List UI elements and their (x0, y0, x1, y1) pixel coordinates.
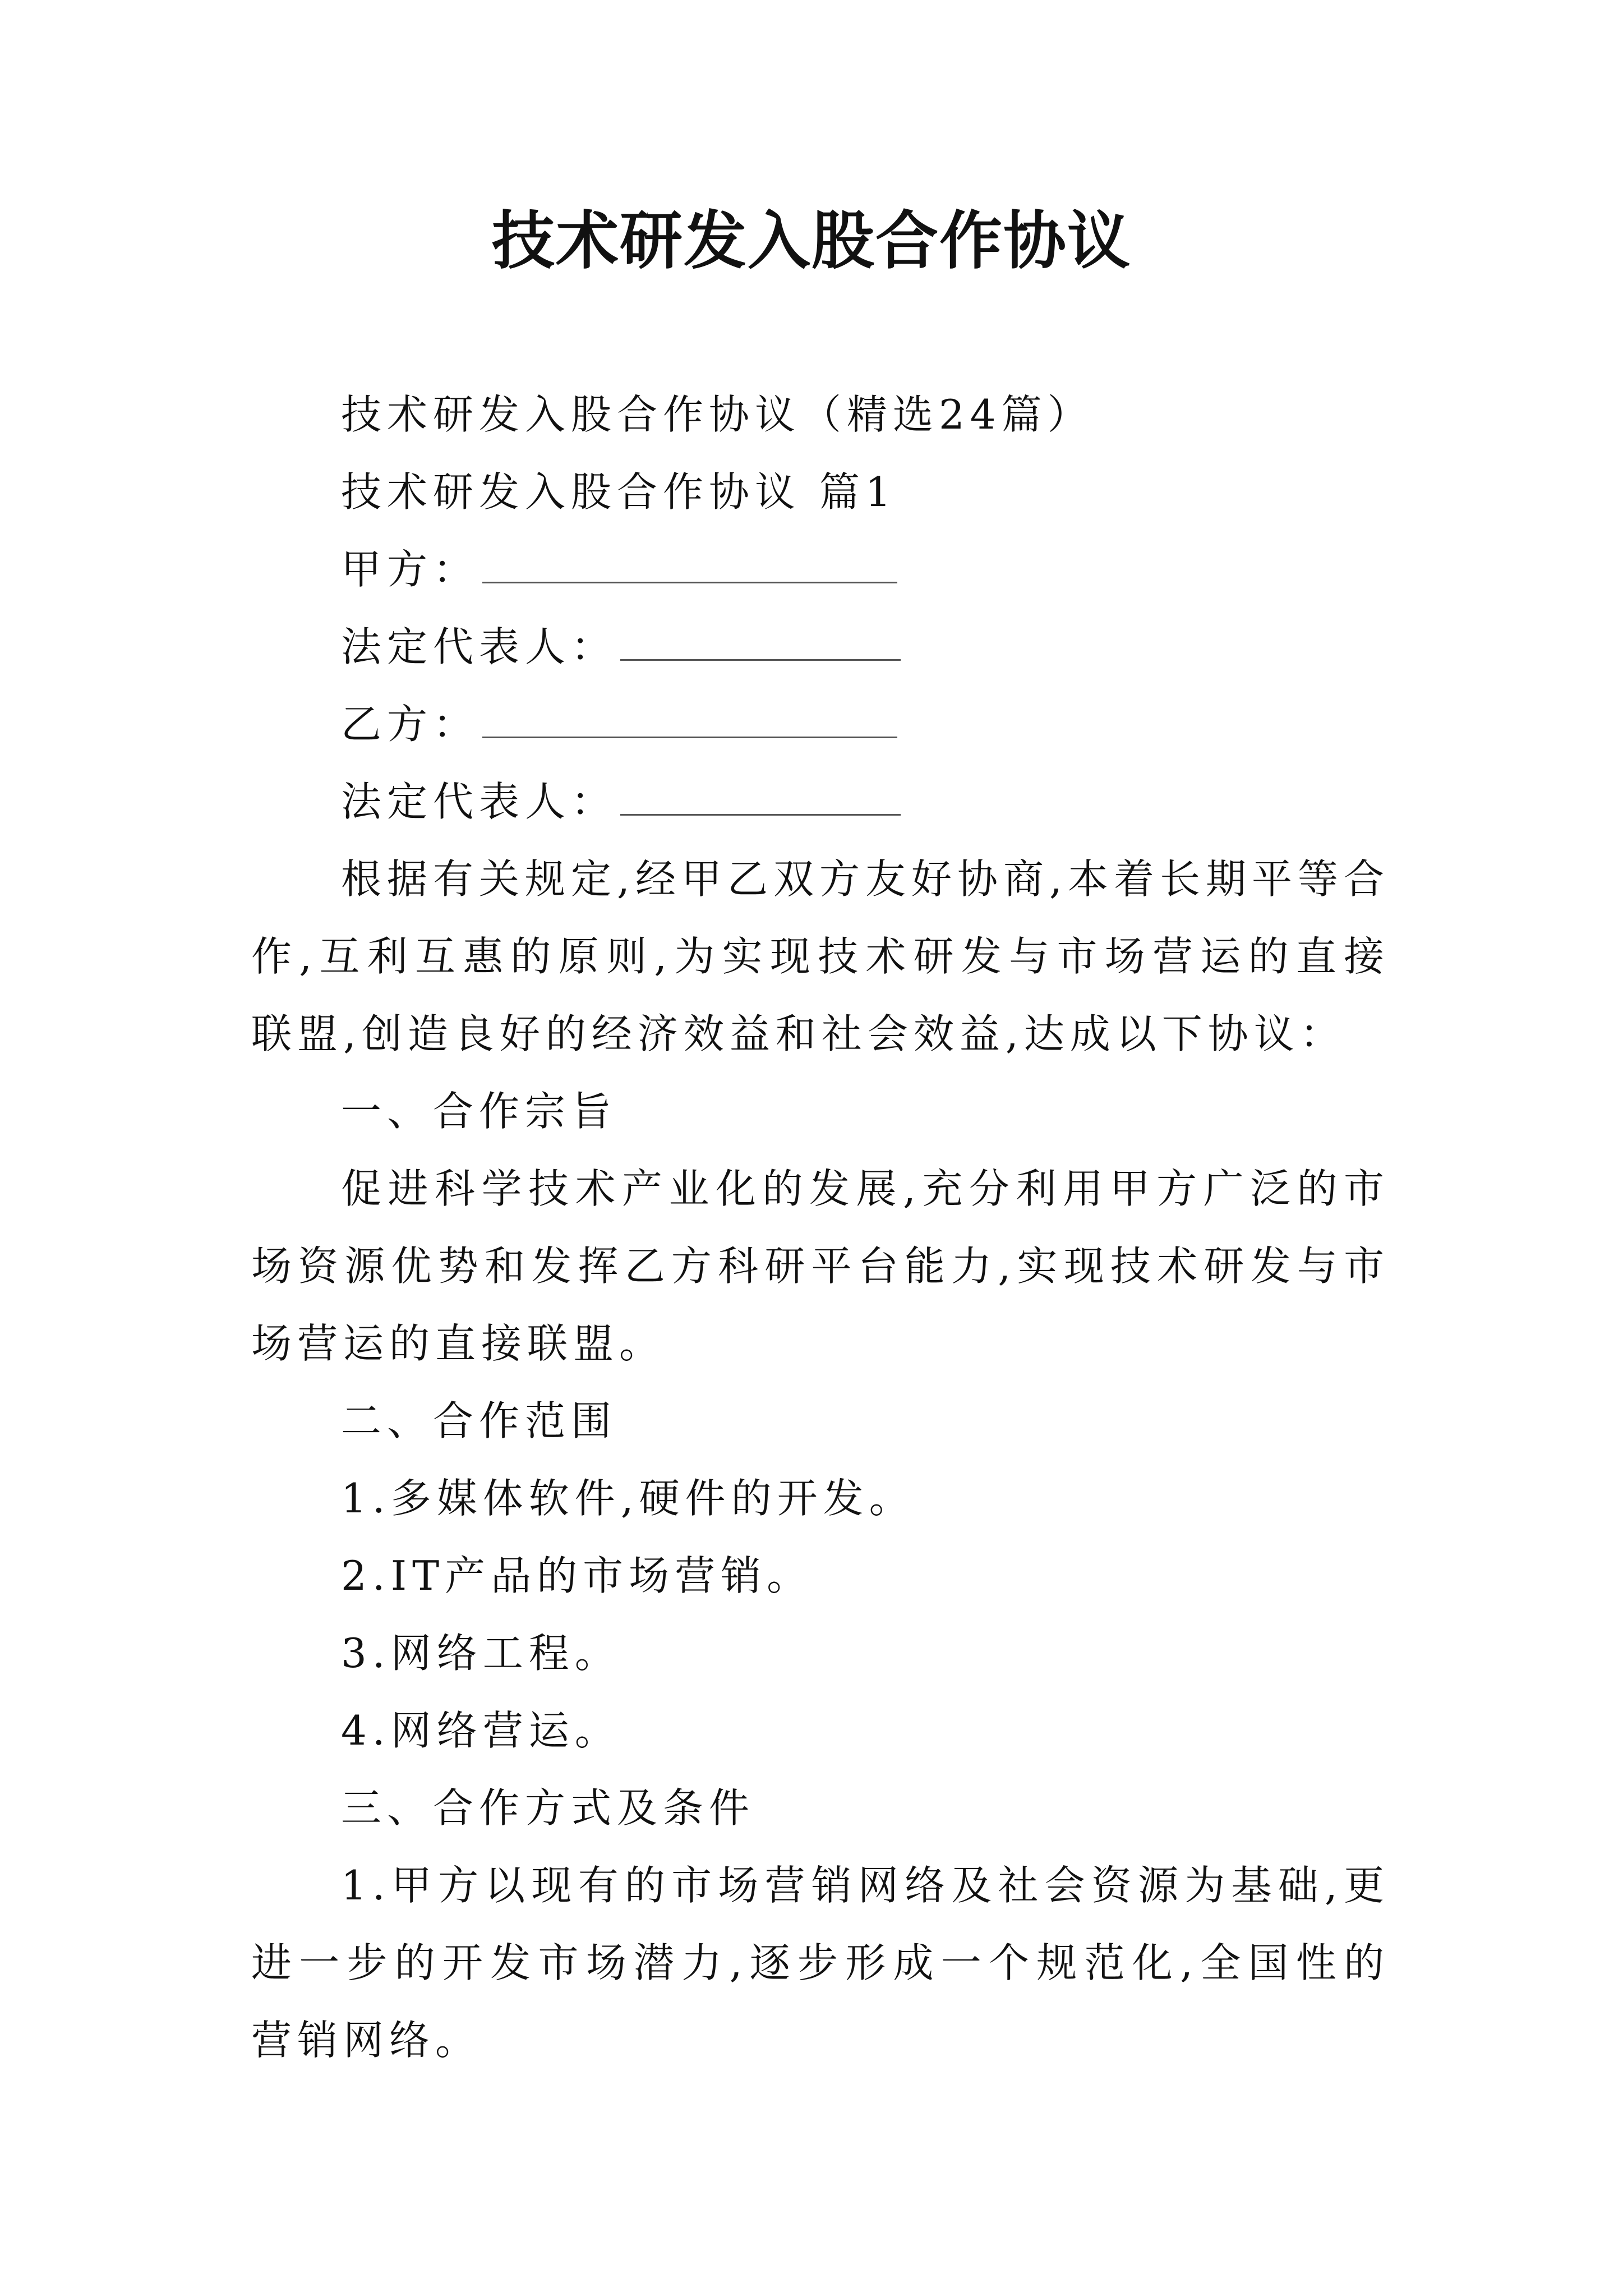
party-a-blank (482, 548, 897, 583)
section-1-heading: 一、合作宗旨 (341, 1088, 617, 1135)
party-a-label: 甲方： (341, 546, 479, 593)
section-2-item: 3.网络工程。 (341, 1630, 621, 1677)
section-2-item: 4.网络营运。 (341, 1707, 621, 1754)
party-b-field (251, 685, 1390, 763)
party-a-rep-field (251, 608, 1390, 685)
section-2-item: 2.IT产品的市场营销。 (341, 1552, 813, 1599)
section-1-paragraph: 促进科学技术产业化的发展,充分利用甲方广泛的市场资源优势和发挥乙方科研平台能力,实现技术研发与市场营运的直接联盟。 (251, 1165, 1390, 1367)
section-3-heading: 三、合作方式及条件 (341, 1784, 755, 1832)
party-a-field (251, 531, 1390, 608)
section-2-heading: 二、合作范围 (341, 1397, 617, 1444)
section-3-item-1: 1.甲方以现有的市场营销网络及社会资源为基础,更进一步的开发市场潜力,逐步形成一个规范化,全国性的营销网络。 (251, 1862, 1390, 2064)
party-b-rep-blank (620, 780, 901, 816)
section-2-item: 1.多媒体软件,硬件的开发。 (341, 1475, 915, 1522)
document-title: 技术研发入股合作协议 (492, 204, 1131, 278)
party-b-rep-label: 法定代表人： (341, 778, 617, 825)
party-a-rep-blank (620, 625, 901, 661)
document-subtitle: 技术研发入股合作协议（精选24篇） (341, 391, 1094, 438)
intro-paragraph: 根据有关规定,经甲乙双方友好协商,本着长期平等合作,互利互惠的原则,为实现技术研发与市场营运的直接联盟,创造良好的经济效益和社会效益,达成以下协议： (251, 855, 1390, 1057)
party-b-blank (482, 703, 897, 738)
party-b-rep-field (251, 763, 1390, 840)
section-heading: 技术研发入股合作协议 篇1 (341, 468, 897, 516)
party-b-label: 乙方： (341, 701, 479, 748)
party-a-rep-label: 法定代表人： (341, 623, 617, 670)
document-body (251, 376, 1390, 2079)
